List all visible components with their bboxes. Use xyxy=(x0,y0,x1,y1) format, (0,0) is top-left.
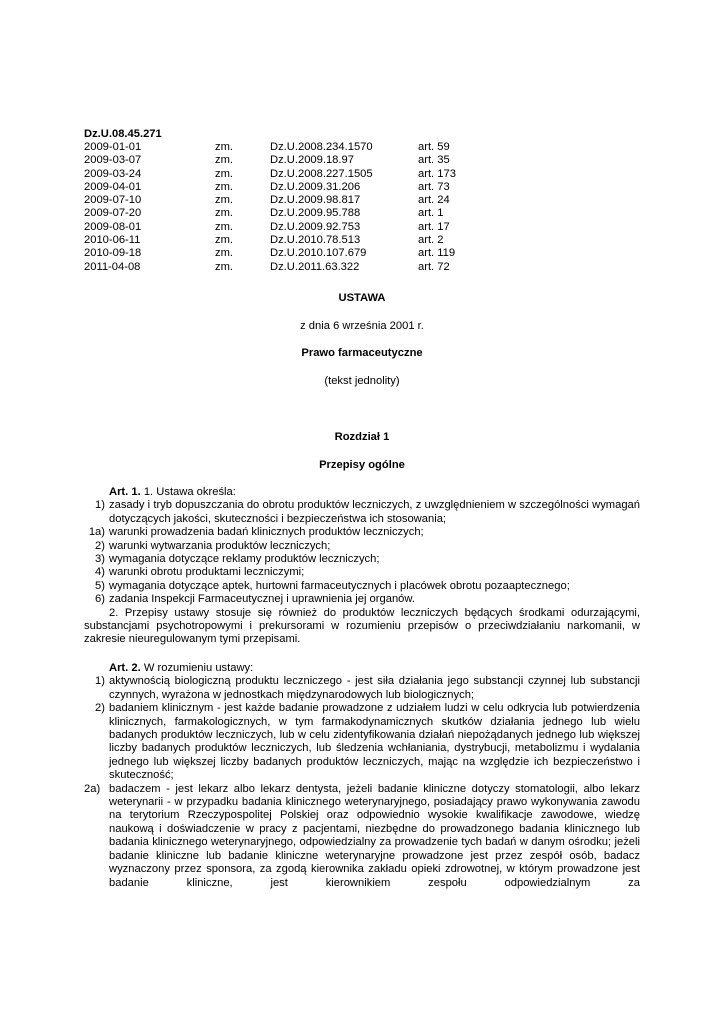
amendment-date: 2011-04-08 xyxy=(84,260,141,273)
item-text: badaczem - jest lekarz albo lekarz dentysta, jeżeli badanie kliniczne dotyczy stomatologii, albo lekarz weterynarii - w przypadku badania klinicznego weterynaryjnego, posiadający prawo wykonywania zawodu na terytorium Rzeczypospolitej Polskiej oraz odpowiednio wysokie kwalifikacje zawodowe, wiedzę naukową i doświadczenie w pracy z pacjentami, niezbędne do prowadzonego badania klinicznego lub badania klinicznego weterynaryjnego, odpowiedzialny za prowadzenie tych badań w danym ośrodku; jeżeli badanie kliniczne lub badanie kliniczne weterynaryjne prowadzone jest przez zespół osób, badacz wyznaczony przez sponsora, za zgodą kierownika zakładu opieki zdrowotnej, w którym prowadzone jest badanie kliniczne, jest kierownikiem zespołu odpowiedzialnym za xyxy=(109,782,640,889)
list-item xyxy=(84,540,640,553)
item-text: aktywnością biologiczną produktu leczniczego - jest siła działania jego substancji czynnej lub substancji czynnych, wyrażona w jednostkach międzynarodowych lub biologicznych; xyxy=(109,675,640,701)
amendment-date: 2009-01-01 xyxy=(84,141,142,153)
amendment-ref: Dz.U.2008.227.1505 xyxy=(270,167,373,180)
list-item xyxy=(84,580,640,593)
amendment-row xyxy=(84,141,478,154)
article-1-label: Art. 1. xyxy=(109,486,141,498)
amendments-table xyxy=(84,141,478,274)
amendment-type: zm. xyxy=(215,207,234,220)
list-item xyxy=(84,499,640,526)
act-type-heading: USTAWA xyxy=(338,292,386,304)
act-title: Prawo farmaceutyczne xyxy=(301,347,423,359)
amendment-date: 2009-07-10 xyxy=(84,194,142,207)
amendment-type: zm. xyxy=(215,154,234,167)
item-text: wymagania dotyczące aptek, hurtowni farmaceutycznych i placówek obrotu pozaaptecznego; xyxy=(109,579,570,592)
amendment-row xyxy=(84,247,478,260)
item-number: 5) xyxy=(95,579,105,592)
list-item xyxy=(84,566,640,579)
amendment-date: 2009-07-20 xyxy=(84,207,142,220)
amendment-row xyxy=(84,168,478,181)
amendment-ref: Dz.U.2009.18.97 xyxy=(270,154,354,167)
amendment-type: zm. xyxy=(215,141,234,153)
item-number: 1) xyxy=(95,499,105,512)
amendment-ref: Dz.U.2009.31.206 xyxy=(270,180,361,193)
article-2 xyxy=(84,662,640,890)
amendment-row xyxy=(84,221,478,234)
item-number: 1a) xyxy=(88,526,105,539)
article-1-intro: 1. Ustawa określa: xyxy=(140,486,236,498)
chapter-title: Przepisy ogólne xyxy=(319,459,405,471)
item-number: 2) xyxy=(95,702,105,715)
amendment-ref: Dz.U.2011.63.322 xyxy=(270,260,360,273)
amendment-date: 2009-08-01 xyxy=(84,220,142,233)
list-item xyxy=(84,526,640,539)
article-1-paragraph-2: 2. Przepisy ustawy stosuje się również do produktów leczniczych będących środkami odurzającymi, substancjami psychotropowymi i prekursorami w rozumieniu przepisów o przeciwdziałaniu narkomanii, w zakresie nieuregulowanym tymi przepisami. xyxy=(84,606,640,646)
amendment-ref: Dz.U.2009.92.753 xyxy=(270,220,361,233)
amendment-ref: Dz.U.2010.107.679 xyxy=(270,247,367,260)
amendment-row xyxy=(84,207,478,220)
list-item xyxy=(84,553,640,566)
item-number: 1) xyxy=(95,675,105,688)
item-text: warunki obrotu produktami leczniczymi; xyxy=(109,566,305,579)
list-item xyxy=(84,783,640,890)
item-text: zadania Inspekcji Farmaceutycznej i uprawnienia jej organów. xyxy=(109,593,415,606)
amendment-type: zm. xyxy=(215,194,234,207)
amendment-art: art. 73 xyxy=(418,180,450,193)
amendment-ref: Dz.U.2008.234.1570 xyxy=(270,141,373,153)
amendment-art: art. 173 xyxy=(418,167,456,180)
amendment-art: art. 72 xyxy=(418,260,450,273)
amendment-row xyxy=(84,194,478,207)
amendment-date: 2010-06-11 xyxy=(84,234,141,247)
item-number: 6) xyxy=(95,593,105,606)
document-id: Dz.U.08.45.271 xyxy=(84,128,162,140)
amendment-type: zm. xyxy=(215,260,234,273)
amendment-type: zm. xyxy=(215,167,234,180)
amendment-type: zm. xyxy=(215,247,234,260)
list-item xyxy=(84,593,640,606)
item-number: 2) xyxy=(95,539,105,552)
amendment-row xyxy=(84,154,478,167)
chapter-number: Rozdział 1 xyxy=(334,431,390,443)
amendment-date: 2010-09-18 xyxy=(84,247,142,260)
amendment-date: 2009-03-07 xyxy=(84,154,142,167)
amendment-art: art. 17 xyxy=(418,220,450,233)
item-text: wymagania dotyczące reklamy produktów leczniczych; xyxy=(109,553,380,566)
item-number: 4) xyxy=(95,566,105,579)
article-2-label: Art. 2. xyxy=(109,662,141,674)
article-2-heading xyxy=(84,662,640,675)
amendment-art: art. 24 xyxy=(418,194,450,207)
amendment-type: zm. xyxy=(215,220,234,233)
amendment-row xyxy=(84,181,478,194)
amendment-art: art. 59 xyxy=(418,141,450,153)
item-number: 3) xyxy=(95,553,105,566)
amendment-ref: Dz.U.2009.98.817 xyxy=(270,194,361,207)
amendment-row xyxy=(84,261,478,274)
item-text: zasady i tryb dopuszczania do obrotu produktów leczniczych, z uwzględnieniem w szczególności wymagań dotyczących jakości, skuteczności i bezpieczeństwa ich stosowania; xyxy=(109,499,640,525)
amendment-art: art. 35 xyxy=(418,154,450,167)
item-text: warunki prowadzenia badań klinicznych produktów leczniczych; xyxy=(109,526,424,539)
amendment-type: zm. xyxy=(215,234,234,247)
list-item xyxy=(84,702,640,782)
amendment-art: art. 2 xyxy=(418,234,444,247)
amendment-ref: Dz.U.2009.95.788 xyxy=(270,207,361,220)
item-number: 2a) xyxy=(84,782,101,795)
amendment-ref: Dz.U.2010.78.513 xyxy=(270,234,361,247)
amendment-art: art. 119 xyxy=(418,247,456,260)
article-1-heading xyxy=(84,486,640,499)
item-text: badaniem klinicznym - jest każde badanie prowadzone z udziałem ludzi w celu odkrycia lub potwierdzenia klinicznych, farmakologicznych, w tym farmakodynamicznych skutków działania jednego lub wielu badanych produktów leczniczych, lub w celu zidentyfikowania działań niepożądanych jednego lub większej liczby badanych produktów leczniczych, lub śledzenia wchłaniania, dystrybucji, metabolizmu i wydalania jednego lub większej liczby badanych produktów leczniczych, mając na względzie ich bezpieczeństwo i skuteczność; xyxy=(109,702,640,782)
act-subtitle: (tekst jednolity) xyxy=(324,375,400,387)
amendment-date: 2009-04-01 xyxy=(84,180,142,193)
article-2-intro: W rozumieniu ustawy: xyxy=(140,662,254,674)
act-date: z dnia 6 września 2001 r. xyxy=(300,320,424,332)
amendment-date: 2009-03-24 xyxy=(84,167,142,180)
amendment-type: zm. xyxy=(215,180,234,193)
amendment-row xyxy=(84,234,478,247)
list-item xyxy=(84,675,640,702)
amendment-art: art. 1 xyxy=(418,207,444,220)
article-1 xyxy=(84,486,640,647)
item-text: warunki wytwarzania produktów leczniczych; xyxy=(109,539,331,552)
